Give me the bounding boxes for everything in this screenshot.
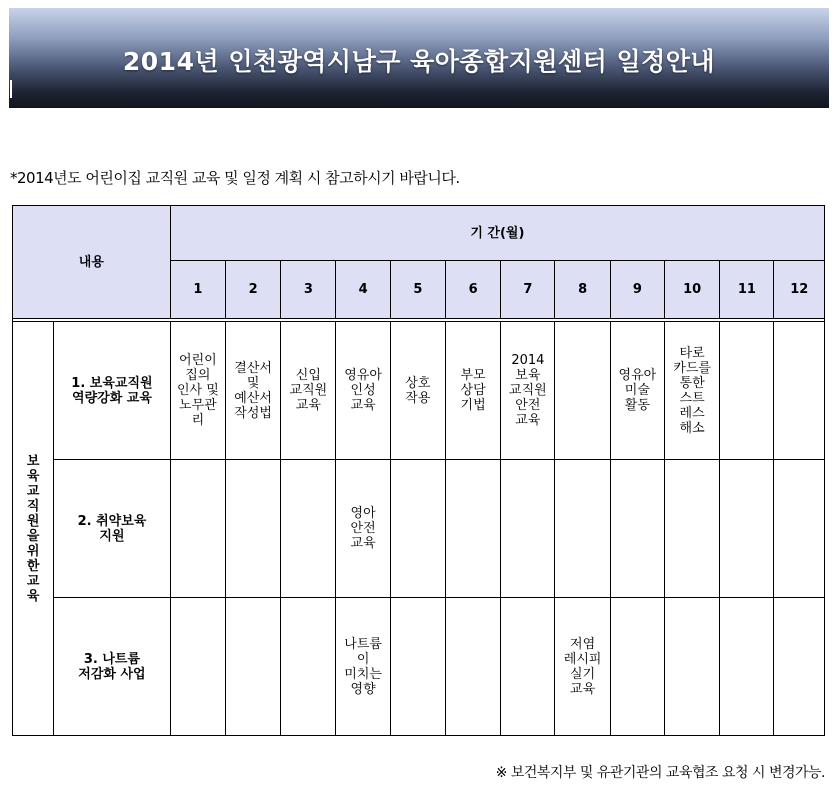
schedule-cell — [720, 322, 774, 460]
category-side-label — [13, 322, 54, 736]
schedule-cell — [281, 598, 336, 736]
month-header: 1 — [170, 261, 225, 319]
schedule-cell — [664, 460, 719, 598]
category-char: 보 — [26, 453, 40, 469]
schedule-table — [12, 205, 825, 736]
schedule-cell: 부모 상담 기법 — [445, 322, 500, 460]
month-header: 8 — [555, 261, 610, 319]
schedule-cell: 나트륨 이 미치는 영향 — [336, 598, 390, 736]
month-header: 5 — [390, 261, 445, 319]
schedule-cell — [774, 460, 825, 598]
schedule-cell — [720, 460, 774, 598]
month-header: 6 — [445, 261, 500, 319]
category-char: 직 — [26, 498, 40, 514]
month-header: 7 — [501, 261, 555, 319]
schedule-cell: 저염 레시피 실기 교육 — [555, 598, 610, 736]
schedule-cell — [501, 598, 555, 736]
month-header: 2 — [225, 261, 280, 319]
schedule-cell — [610, 460, 664, 598]
schedule-cell — [610, 598, 664, 736]
schedule-cell: 영유아 미술 활동 — [610, 322, 664, 460]
month-header: 4 — [336, 261, 390, 319]
period-header: 기 간(월) — [170, 206, 824, 261]
schedule-cell — [390, 460, 445, 598]
month-header: 12 — [774, 261, 825, 319]
month-header: 11 — [720, 261, 774, 319]
row-label: 3. 나트륨 저감화 사업 — [54, 598, 171, 736]
category-char: 육 — [26, 588, 40, 604]
category-char: 위 — [26, 543, 40, 559]
category-char: 을 — [26, 528, 40, 544]
category-char: 교 — [26, 573, 40, 589]
month-header: 10 — [664, 261, 719, 319]
schedule-cell: 상호 작용 — [390, 322, 445, 460]
schedule-cell — [445, 598, 500, 736]
schedule-cell — [555, 460, 610, 598]
schedule-cell — [225, 598, 280, 736]
schedule-cell — [664, 598, 719, 736]
schedule-cell: 타로 카드를 통한 스트 레스 해소 — [664, 322, 719, 460]
schedule-cell: 신입 교직원 교육 — [281, 322, 336, 460]
schedule-cell — [720, 598, 774, 736]
category-char: 육 — [26, 468, 40, 484]
schedule-cell — [774, 598, 825, 736]
schedule-cell: 어린이 집의 인사 및 노무관 리 — [170, 322, 225, 460]
intro-note: *2014년도 어린이집 교직원 교육 및 일정 계획 시 참고하시기 바랍니다. — [10, 169, 460, 187]
schedule-cell: 결산서 및 예산서 작성법 — [225, 322, 280, 460]
month-header: 3 — [281, 261, 336, 319]
month-header: 9 — [610, 261, 664, 319]
row-label: 1. 보육교직원 역량강화 교육 — [54, 322, 171, 460]
schedule-cell — [170, 598, 225, 736]
category-char: 원 — [26, 513, 40, 529]
schedule-cell — [555, 322, 610, 460]
content-header: 내용 — [13, 206, 171, 319]
category-char: 한 — [26, 558, 40, 574]
schedule-cell: 영유아 인성 교육 — [336, 322, 390, 460]
schedule-cell — [774, 322, 825, 460]
page-title: 2014년 인천광역시남구 육아종합지원센터 일정안내 — [122, 47, 716, 76]
footnote: ※ 보건복지부 및 유관기관의 교육협조 요청 시 변경가능. — [495, 765, 825, 781]
text-cursor-mark — [10, 80, 12, 98]
schedule-cell — [390, 598, 445, 736]
row-label: 2. 취약보육 지원 — [54, 460, 171, 598]
schedule-cell — [445, 460, 500, 598]
schedule-cell — [281, 460, 336, 598]
schedule-cell — [501, 460, 555, 598]
category-char: 교 — [26, 483, 40, 499]
schedule-cell: 2014 보육 교직원 안전 교육 — [501, 322, 555, 460]
schedule-cell — [170, 460, 225, 598]
schedule-cell — [225, 460, 280, 598]
title-banner — [9, 8, 829, 108]
schedule-cell: 영아 안전 교육 — [336, 460, 390, 598]
